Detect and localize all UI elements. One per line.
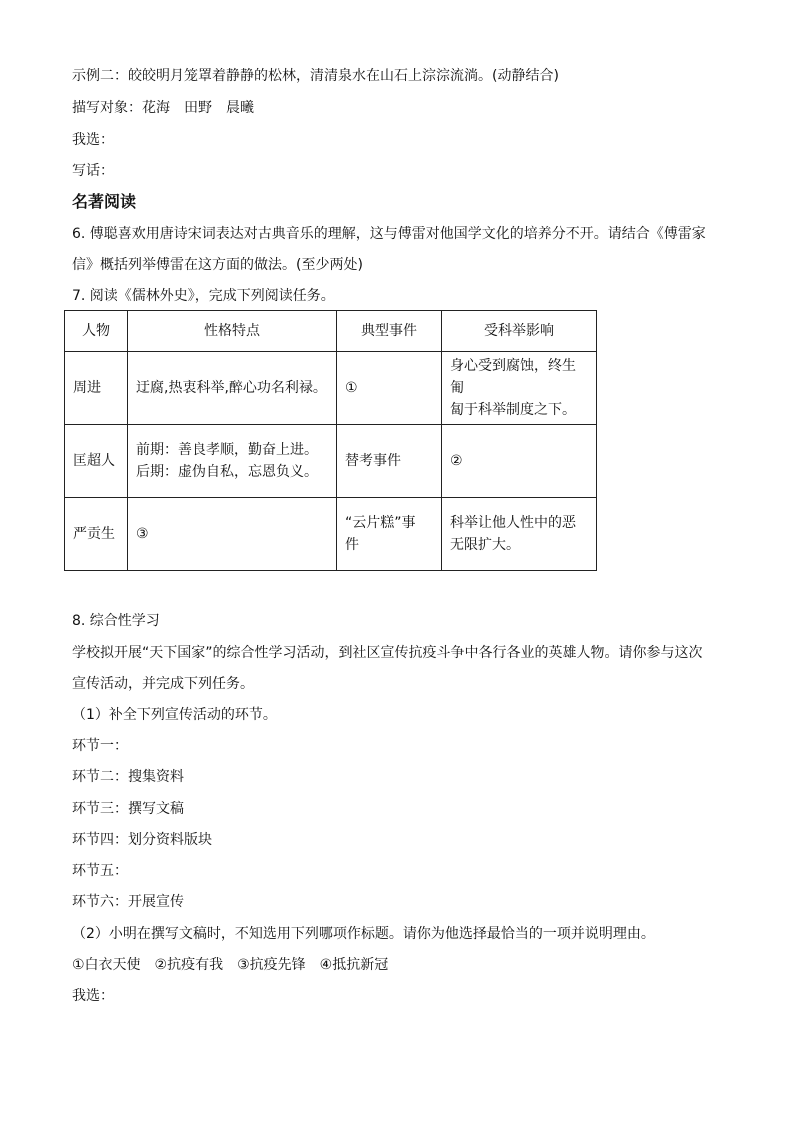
reading-table xyxy=(64,310,597,571)
table-header: 人物 xyxy=(65,311,128,352)
step-6: 环节六：开展宣传 xyxy=(72,894,184,910)
event-line: 替考事件 xyxy=(345,453,401,469)
impact-line: ② xyxy=(450,453,463,469)
table-row xyxy=(65,498,597,571)
question-8-desc-1: 学校拟开展“天下国家”的综合性学习活动，到社区宣传抗疫斗争中各行各业的英雄人物。请你参与这次 xyxy=(72,645,703,661)
cell-event xyxy=(337,498,442,571)
step-3: 环节三：撰写文稿 xyxy=(72,801,184,817)
example-two-text: 示例二：皎皎明月笼罩着静静的松林，清清泉水在山石上淙淙流淌。(动静结合) xyxy=(72,68,559,84)
cell-traits xyxy=(128,425,337,498)
cell-impact xyxy=(442,498,597,571)
table-row xyxy=(65,352,597,425)
question-6-line-1: 6. 傅聪喜欢用唐诗宋词表达对古典音乐的理解，这与傅雷对他国学文化的培养分不开。请结合《傅雷家 xyxy=(72,226,706,242)
table-header: 受科举影响 xyxy=(442,311,597,352)
traits-line: 迂腐,热衷科举,醉心功名利禄。 xyxy=(136,380,327,396)
table-header-row xyxy=(65,311,597,352)
step-2: 环节二：搜集资料 xyxy=(72,769,184,785)
write-label: 写话： xyxy=(72,163,114,179)
cell-name: 严贡生 xyxy=(65,498,128,571)
impact-line: 匐于科举制度之下。 xyxy=(450,402,576,418)
cell-name: 匡超人 xyxy=(65,425,128,498)
event-line: “云片糕”事 xyxy=(345,515,416,531)
step-1: 环节一： xyxy=(72,738,128,754)
title-options: ①白衣天使 ②抗疫有我 ③抗疫先锋 ④抵抗新冠 xyxy=(72,957,389,973)
subtask-2: （2）小明在撰写文稿时，不知选用下列哪项作标题。请你为他选择最恰当的一项并说明理由。 xyxy=(72,926,655,942)
impact-line: 科举让他人性中的恶 xyxy=(450,515,576,531)
cell-name: 周进 xyxy=(65,352,128,425)
impact-line: 无限扩大。 xyxy=(450,537,520,553)
question-8: 8. 综合性学习 xyxy=(72,613,160,629)
question-6-line-2: 信》概括列举傅雷在这方面的做法。(至少两处) xyxy=(72,257,363,273)
traits-line: ③ xyxy=(136,526,149,542)
table-header: 典型事件 xyxy=(337,311,442,352)
section-heading: 名著阅读 xyxy=(72,192,137,211)
question-7: 7. 阅读《儒林外史》，完成下列阅读任务。 xyxy=(72,288,335,304)
cell-event xyxy=(337,352,442,425)
my-choice-label: 我选： xyxy=(72,132,114,148)
step-5: 环节五： xyxy=(72,863,128,879)
traits-line: 前期：善良孝顺，勤奋上进。 xyxy=(136,442,318,458)
traits-line: 后期：虚伪自私，忘恩负义。 xyxy=(136,464,318,480)
step-4: 环节四：划分资料版块 xyxy=(72,832,212,848)
event-line: ① xyxy=(345,380,358,396)
cell-impact xyxy=(442,352,597,425)
table-header: 性格特点 xyxy=(128,311,337,352)
my-choice-label-2: 我选： xyxy=(72,988,114,1004)
description-objects: 描写对象：花海 田野 晨曦 xyxy=(72,100,254,116)
cell-traits xyxy=(128,352,337,425)
subtask-1: （1）补全下列宣传活动的环节。 xyxy=(72,707,277,723)
cell-impact xyxy=(442,425,597,498)
question-8-desc-2: 宣传活动，并完成下列任务。 xyxy=(72,676,254,692)
impact-line: 身心受到腐蚀，终生匍 xyxy=(450,358,576,396)
table-row xyxy=(65,425,597,498)
cell-event xyxy=(337,425,442,498)
event-line: 件 xyxy=(345,537,359,553)
cell-traits xyxy=(128,498,337,571)
